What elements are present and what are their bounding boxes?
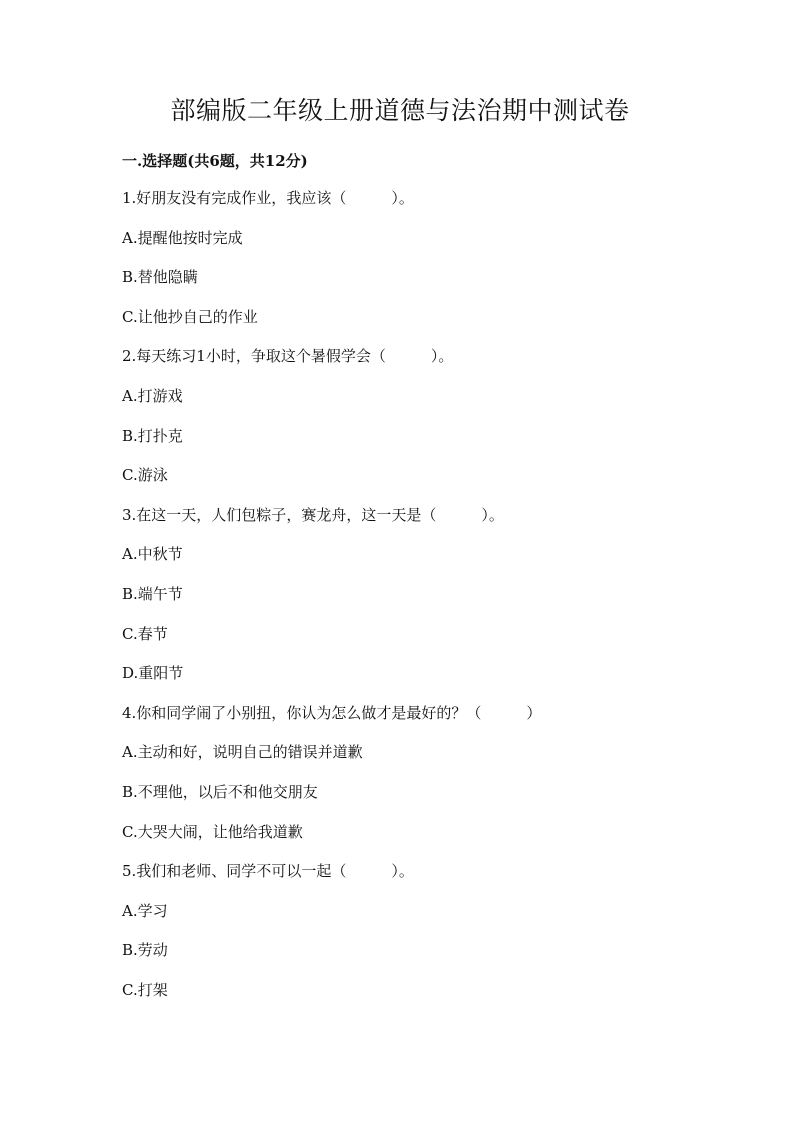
question-3: 3.在这一天，人们包粽子，赛龙舟，这一天是（ ）。: [122, 505, 504, 524]
question-4: 4.你和同学闹了小别扭，你认为怎么做才是最好的？（ ）: [122, 703, 542, 722]
question-3-option-d: D.重阳节: [122, 664, 184, 683]
question-list: [122, 186, 722, 1017]
question-1: 1.好朋友没有完成作业，我应该（ ）。: [122, 189, 414, 207]
question-1-option-b: B.替他隐瞒: [122, 268, 198, 287]
section-heading: 一.选择题(共6题，共12分): [122, 152, 308, 170]
question-3-option-c: C.春节: [122, 624, 168, 643]
question-4-option-b: B.不理他，以后不和他交朋友: [122, 782, 318, 801]
question-2-option-c: C.游泳: [122, 466, 168, 485]
question-4-option-a: A.主动和好，说明自己的错误并道歉: [122, 743, 363, 762]
question-3-option-a: A.中秋节: [122, 545, 183, 564]
question-5-option-a: A.学习: [122, 901, 168, 920]
question-4-option-c: C.大哭大闹，让他给我道歉: [122, 822, 303, 841]
question-2: 2.每天练习1小时，争取这个暑假学会（ ）。: [122, 347, 454, 366]
question-5-option-b: B.劳动: [122, 941, 168, 960]
question-5-option-c: C.打架: [122, 980, 168, 999]
exam-title: 部编版二年级上册道德与法治期中测试卷: [170, 96, 630, 125]
question-5: 5.我们和老师、同学不可以一起（ ）。: [122, 862, 414, 881]
question-1-option-a: A.提醒他按时完成: [122, 228, 243, 247]
question-1-option-c: C.让他抄自己的作业: [122, 307, 258, 326]
question-2-option-a: A.打游戏: [122, 386, 183, 405]
question-2-option-b: B.打扑克: [122, 426, 183, 445]
question-3-option-b: B.端午节: [122, 584, 183, 603]
